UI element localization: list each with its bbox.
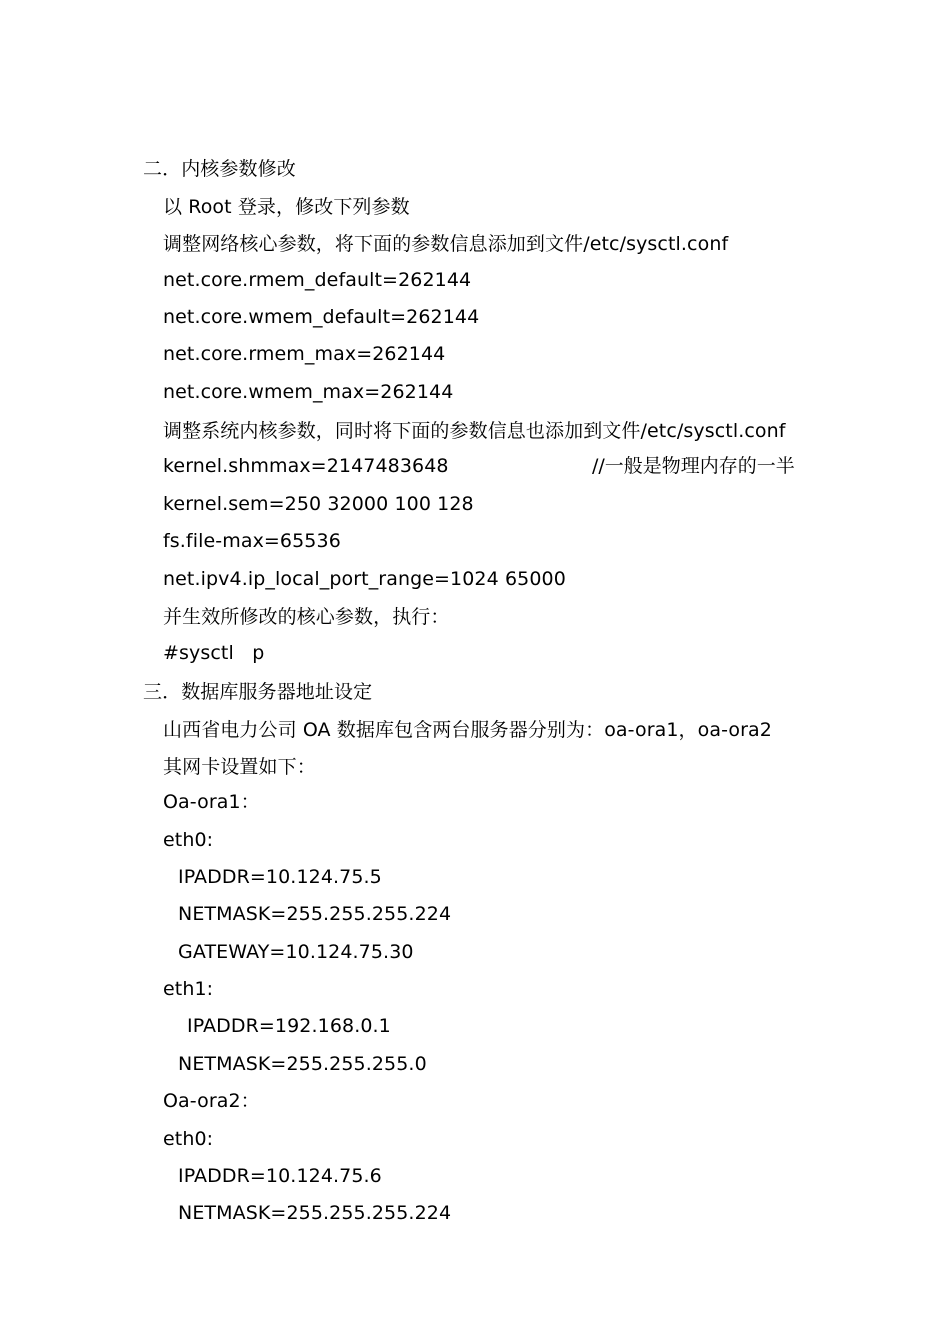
config-line: fs.file-max=65536 [163,530,341,552]
config-line: IPADDR=192.168.0.1 [187,1015,391,1037]
config-line: NETMASK=255.255.255.224 [178,1202,452,1224]
config-line: IPADDR=10.124.75.6 [178,1165,382,1187]
text-line: 调整网络核心参数，将下面的参数信息添加到文件/etc/sysctl.conf [163,233,729,255]
config-comment: //一般是物理内存的一半 [592,455,795,477]
text-line: 其网卡设置如下： [163,756,316,778]
config-line: NETMASK=255.255.255.224 [178,903,452,925]
config-line: net.ipv4.ip_local_port_range=1024 65000 [163,568,566,590]
config-line: IPADDR=10.124.75.5 [178,866,382,888]
server-label: Oa-ora1： [163,791,260,813]
section-heading-db-address: 三．数据库服务器地址设定 [143,681,373,703]
text-line: 调整系统内核参数，同时将下面的参数信息也添加到文件/etc/sysctl.conf [163,420,786,442]
config-line: net.core.wmem_max=262144 [163,381,454,403]
interface-label: eth1: [163,978,214,1000]
config-line: net.core.rmem_max=262144 [163,343,446,365]
config-line: kernel.sem=250 32000 100 128 [163,493,474,515]
text-line: 并生效所修改的核心参数，执行： [163,606,450,628]
config-line: net.core.rmem_default=262144 [163,269,472,291]
interface-label: eth0: [163,1128,214,1150]
command-line: #sysctl p [163,642,265,664]
section-heading-kernel: 二．内核参数修改 [143,158,296,180]
config-line: GATEWAY=10.124.75.30 [178,941,414,963]
config-line: kernel.shmmax=2147483648 [163,455,449,477]
text-line: 山西省电力公司 OA 数据库包含两台服务器分别为：oa-ora1，oa-ora2 [163,719,772,741]
text-line: 以 Root 登录，修改下列参数 [163,196,410,218]
interface-label: eth0: [163,829,214,851]
server-label: Oa-ora2： [163,1090,260,1112]
config-line: net.core.wmem_default=262144 [163,306,480,328]
config-line: NETMASK=255.255.255.0 [178,1053,427,1075]
